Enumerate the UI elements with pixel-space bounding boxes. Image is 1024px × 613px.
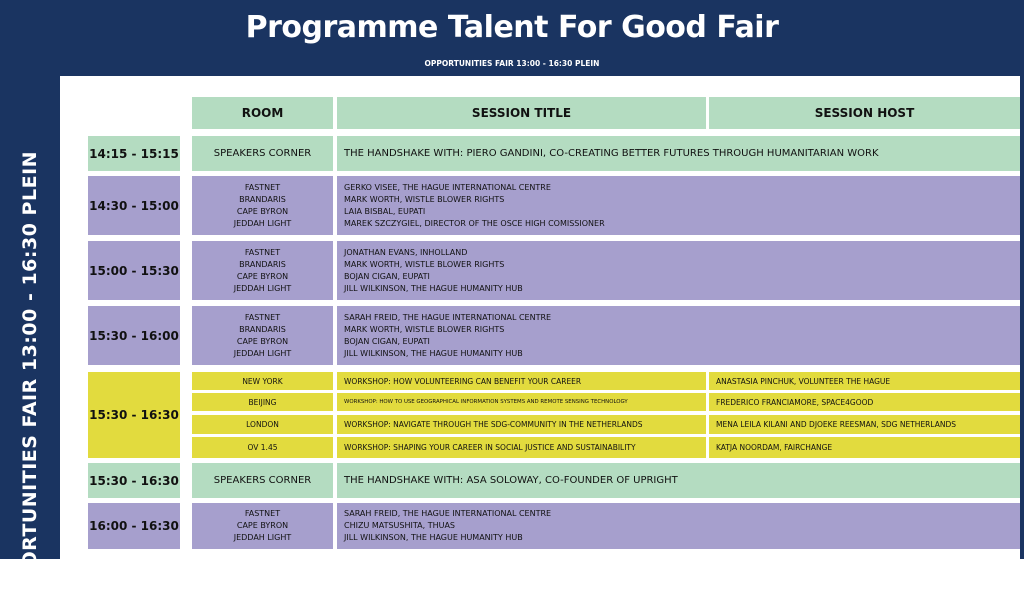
session-entry: MARK WORTH, WISTLE BLOWER RIGHTS [344, 259, 505, 269]
time-slot: 15:30 - 16:00 [88, 306, 180, 365]
room-name: CAPE BYRON [236, 206, 289, 216]
room-name: CAPE BYRON [236, 336, 289, 346]
room-name: FASTNET [244, 182, 281, 192]
right-border [1020, 76, 1024, 559]
workshop-room: LONDON [192, 415, 333, 434]
time-slot: 14:15 - 15:15 [88, 136, 180, 171]
session-entry: JILL WILKINSON, THE HAGUE HUMANITY HUB [344, 283, 523, 293]
workshop-title: WORKSHOP: NAVIGATE THROUGH THE SDG-COMMUNITY IN THE NETHERLANDS [337, 415, 706, 434]
time-slot: 15:30 - 16:30 [88, 463, 180, 498]
session-entry: JILL WILKINSON, THE HAGUE HUMANITY HUB [344, 533, 523, 542]
workshop-host: FREDERICO FRANCIAMORE, SPACE4GOOD [709, 393, 1020, 411]
session-list [337, 176, 1020, 235]
room-name: FASTNET [244, 509, 281, 518]
room-name: CAPE BYRON [236, 271, 289, 281]
session-entry: GERKO VISEE, THE HAGUE INTERNATIONAL CENTRE [344, 182, 551, 192]
room-name: JEDDAH LIGHT [233, 283, 292, 293]
room-list [192, 306, 333, 365]
workshop-title: WORKSHOP: SHAPING YOUR CAREER IN SOCIAL JUSTICE AND SUSTAINABILITY [337, 437, 706, 458]
session-entry: BOJAN CIGAN, EUPATI [344, 336, 430, 346]
room-name: CAPE BYRON [236, 521, 289, 530]
room-name: BRANDARIS [239, 259, 286, 269]
session-entry: CHIZU MATSUSHITA, THUAS [344, 521, 455, 530]
room-name: BRANDARIS [239, 324, 286, 334]
room-name: FASTNET [244, 312, 281, 322]
room-list [192, 241, 333, 300]
room-name: JEDDAH LIGHT [233, 348, 292, 358]
page-title: Programme Talent For Good Fair [245, 10, 779, 45]
room-name: JEDDAH LIGHT [233, 533, 292, 542]
room-cell: SPEAKERS CORNER [192, 136, 333, 171]
room-name: FASTNET [244, 247, 281, 257]
session-title: THE HANDSHAKE WITH: ASA SOLOWAY, CO-FOUNDER OF UPRIGHT [337, 463, 1020, 498]
session-list [337, 241, 1020, 300]
session-entry: MARK WORTH, WISTLE BLOWER RIGHTS [344, 194, 505, 204]
column-header-session-title: SESSION TITLE [337, 97, 706, 129]
session-list [337, 503, 1020, 549]
session-entry: SARAH FREID, THE HAGUE INTERNATIONAL CENTRE [344, 509, 552, 518]
side-banner [0, 76, 60, 613]
workshop-title: WORKSHOP: HOW VOLUNTEERING CAN BENEFIT YOUR CAREER [337, 372, 706, 390]
session-title: THE HANDSHAKE WITH: PIERO GANDINI, CO-CREATING BETTER FUTURES THROUGH HUMANITARIAN WORK [337, 136, 1020, 171]
room-cell: SPEAKERS CORNER [192, 463, 333, 498]
room-list [192, 176, 333, 235]
room-name: BRANDARIS [239, 194, 286, 204]
room-name: JEDDAH LIGHT [233, 218, 292, 228]
workshop-room: OV 1.45 [192, 437, 333, 458]
side-label: OPPORTUNITIES FAIR 13:00 - 16:30 PLEIN [19, 150, 41, 613]
session-entry: LAIA BISBAL, EUPATI [344, 206, 426, 216]
time-slot: 16:00 - 16:30 [88, 503, 180, 549]
workshop-title: WORKSHOP: HOW TO USE GEOGRAPHICAL INFORMATION SYSTEMS AND REMOTE SENSING TECHNOLOGY [337, 393, 706, 411]
time-slot: 14:30 - 15:00 [88, 176, 180, 235]
workshop-host: MENA LEILA KILANI AND DJOEKE REESMAN, SDG NETHERLANDS [709, 415, 1020, 434]
time-slot: 15:30 - 16:30 [88, 372, 180, 458]
page-subtitle: OPPORTUNITIES FAIR 13:00 - 16:30 PLEIN [424, 59, 600, 68]
column-header-session-host: SESSION HOST [709, 97, 1020, 129]
column-header-room: ROOM [192, 97, 333, 129]
workshop-host: KATJA NOORDAM, FAIRCHANGE [709, 437, 1020, 458]
session-entry: MAREK SZCZYGIEL, DIRECTOR OF THE OSCE HIGH COMISSIONER [344, 218, 605, 228]
time-slot: 15:00 - 15:30 [88, 241, 180, 300]
workshop-host: ANASTASIA PINCHUK, VOLUNTEER THE HAGUE [709, 372, 1020, 390]
session-list [337, 306, 1020, 365]
session-entry: JILL WILKINSON, THE HAGUE HUMANITY HUB [344, 348, 523, 358]
session-entry: BOJAN CIGAN, EUPATI [344, 271, 430, 281]
workshop-room: NEW YORK [192, 372, 333, 390]
session-entry: JONATHAN EVANS, INHOLLAND [344, 247, 468, 257]
room-list [192, 503, 333, 549]
session-entry: SARAH FREID, THE HAGUE INTERNATIONAL CENTRE [344, 312, 552, 322]
workshop-room: BEIJING [192, 393, 333, 411]
header-banner [0, 0, 1024, 76]
session-entry: MARK WORTH, WISTLE BLOWER RIGHTS [344, 324, 505, 334]
